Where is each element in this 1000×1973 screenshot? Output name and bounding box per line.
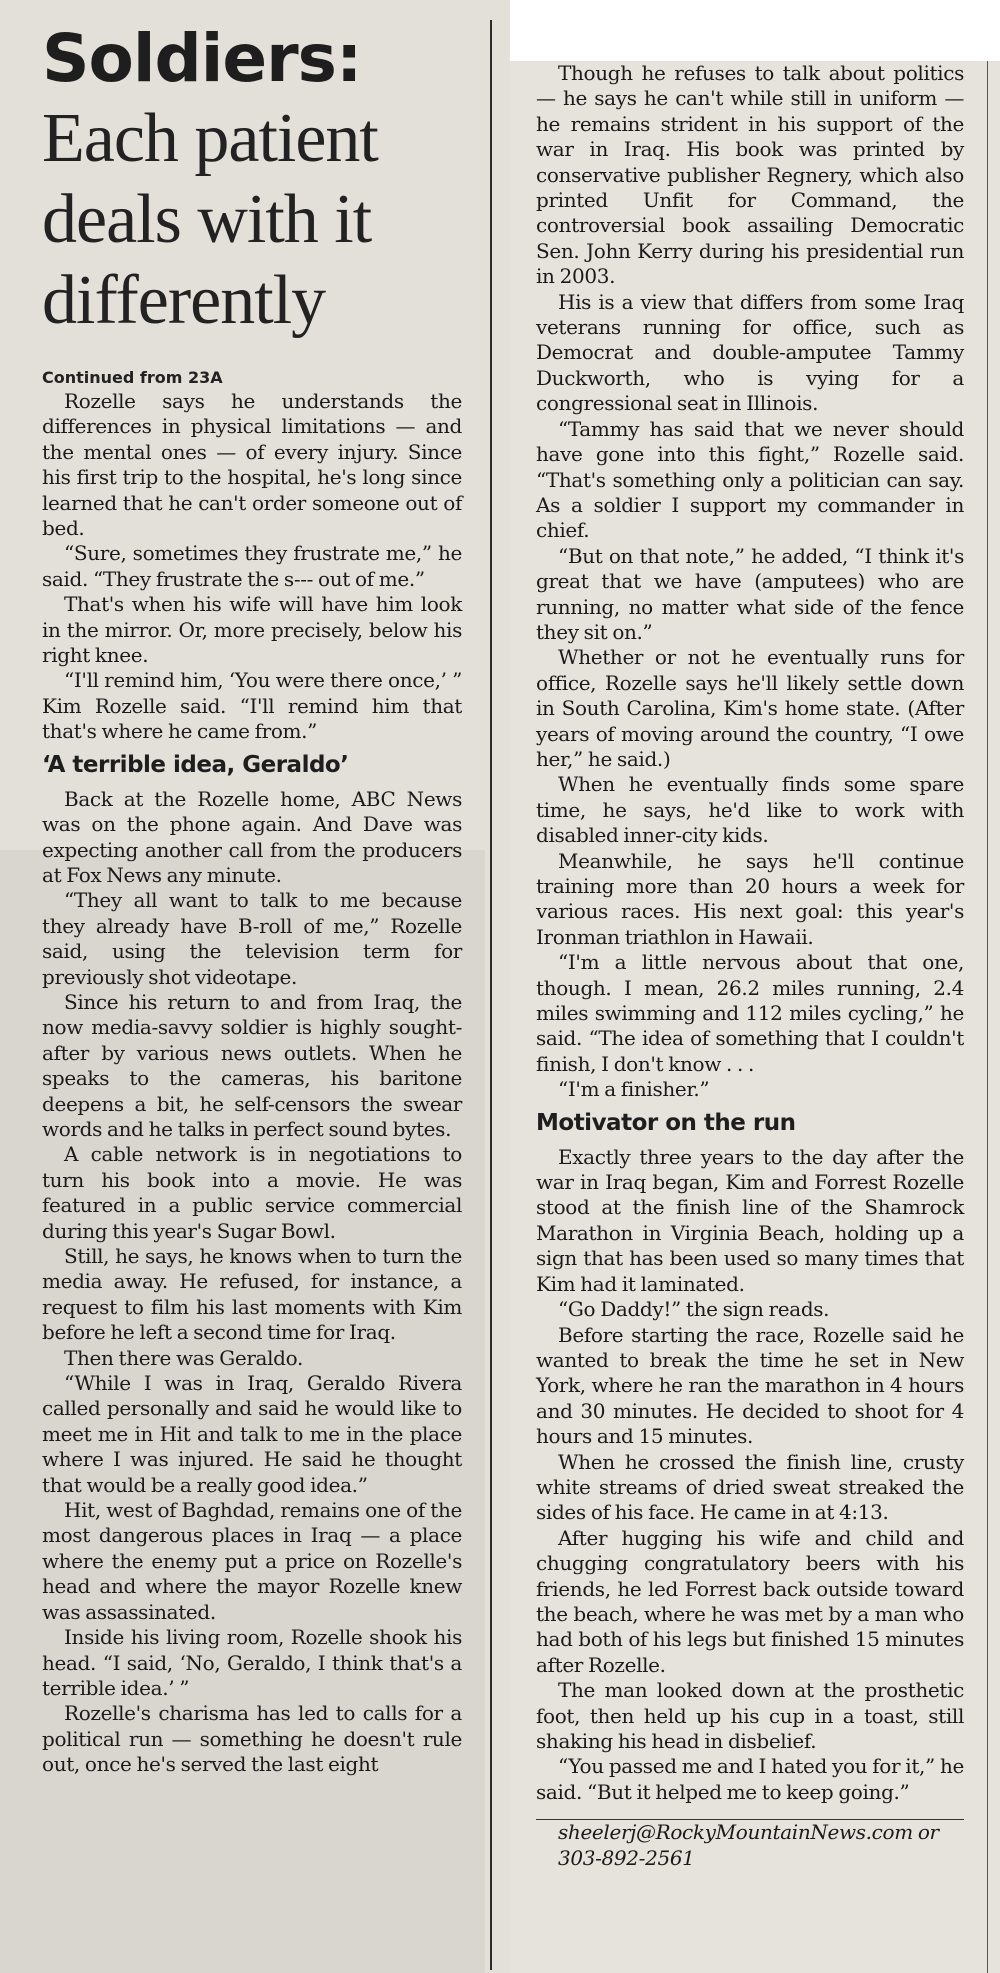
paragraph: “I'll remind him, ‘You were there once,’ ” Kim Rozelle said. “I'll remind him that that's where he came from.” [42,668,462,744]
headline: Each patient deals with it differently [42,100,378,339]
paragraph: His is a view that differs from some Iraq veterans running for office, such as Democrat and double-amputee Tammy Duckworth, who is vying for a congressional seat in Illinois. [536,289,964,416]
paragraph: “I'm a finisher.” [558,1077,710,1102]
paragraph: “You passed me and I hated you for it,” he said. “But it helped me to keep going.” [536,1754,964,1804]
paragraph: Whether or not he eventually runs for office, Rozelle says he'll likely settle down in South Carolina, Kim's home state. (After years of moving around the country, “I owe her,” he said.) [536,645,964,771]
author-phone: 303-892-2561 [558,1845,695,1870]
left-column [42,20,462,1778]
paragraph: Then there was Geraldo. [64,1345,303,1370]
paragraph: When he crossed the finish line, crusty white streams of dried sweat streaked the sides of his face. He came in at 4:13. [536,1449,964,1525]
paragraph: “Go Daddy!” the sign reads. [558,1297,830,1322]
paragraph: Rozelle says he understands the differences in physical limitations — and the mental ones — of every injury. Since his first trip to the hospital, he's long since learned that he can't order someone out of bed. [42,389,462,541]
paragraph: Inside his living room, Rozelle shook his head. “I said, ‘No, Geraldo, I think that's a terrible idea.’ ” [42,1625,462,1700]
paragraph: Still, he says, he knows when to turn the media away. He refused, for instance, a request to film his last moments with Kim before he left a second time for Iraq. [42,1244,462,1345]
paragraph: “Sure, sometimes they frustrate me,” he said. “They frustrate the s--- out of me.” [42,541,462,591]
paragraph: “I'm a little nervous about that one, though. I mean, 26.2 miles running, 2.4 miles swimming and 112 miles cycling,” he said. “The idea of something that I couldn't finish, I don't know . . . [536,950,964,1076]
paragraph: “They all want to talk to me because they already have B-roll of me,” Rozelle said, using the television term for previously shot videotape. [42,888,462,989]
paragraph: “But on that note,” he added, “I think it's great that we have (amputees) who are running, no matter what side of the fence they sit on.” [536,543,964,644]
paragraph: Though he refuses to talk about politics — he says he can't while still in uniform — he remains strident in his support of the war in Iraq. His book was printed by conservative publisher Regnery, which also printed Unfit for Command, the controversial book assailing Democratic Sen. John Kerry during his presidential run in 2003. [536,61,964,289]
right-column [536,61,964,1871]
paragraph: Before starting the race, Rozelle said he wanted to break the time he set in New York, where he ran the marathon in 4 hours and 30 minutes. He decided to shoot for 4 hours and 15 minutes. [536,1322,964,1449]
paragraph: Back at the Rozelle home, ABC News was on the phone again. And Dave was expecting another call from the producers at Fox News any minute. [42,786,462,887]
subhead-terrible-idea: ‘A terrible idea, Geraldo’ [42,751,349,778]
paragraph: When he eventually finds some spare time, he says, he'd like to work with disabled inner-city kids. [536,772,964,848]
paragraph: Hit, west of Baghdad, remains one of the most dangerous places in Iraq — a place where the enemy put a price on Rozelle's head and where the mayor Rozelle knew was assassinated. [42,1498,462,1624]
paragraph: A cable network is in negotiations to turn his book into a movie. He was featured in a public service commercial during this year's Sugar Bowl. [42,1142,462,1243]
paragraph: After hugging his wife and child and chugging congratulatory beers with his friends, he led Forrest back outside toward the beach, where he was met by a man who had both of his legs but finished 15 minutes after Rozelle. [536,1525,964,1677]
paragraph: The man looked down at the prosthetic foot, then held up his cup in a toast, still shaking his head in disbelief. [536,1678,964,1753]
paragraph: “Tammy has said that we never should have gone into this fight,” Rozelle said. “That's something only a politician can say. As a soldier I support my commander in chief. [536,416,964,543]
continued-line: Continued from 23A [42,368,223,387]
paragraph: Exactly three years to the day after the war in Iraq began, Kim and Forrest Rozelle stood at the finish line of the Shamrock Marathon in Virginia Beach, holding up a sign that has been used so many times that Kim had it laminated. [536,1144,964,1296]
paragraph: “While I was in Iraq, Geraldo Rivera called personally and said he would like to meet me in Hit and talk to me in the place where I was injured. He said he thought that would be a really good idea.” [42,1371,462,1497]
subhead-motivator: Motivator on the run [536,1109,796,1136]
paragraph: Since his return to and from Iraq, the now media-savvy soldier is highly sought- after by various news outlets. When he speaks to the cameras, his baritone deepens a bit, he self-censors the swear words and he talks in perfect sound bytes. [42,989,462,1141]
author-email: sheelerj@RockyMountainNews.com or [558,1820,939,1845]
paragraph: That's when his wife will have him look in the mirror. Or, more precisely, below his right knee. [42,592,462,668]
paragraph: Rozelle's charisma has led to calls for a political run — something he doesn't rule out, once he's served the last eight [42,1701,462,1777]
kicker: Soldiers: [42,20,362,97]
column-rule [490,20,492,1970]
edge-rule [987,61,988,1973]
paragraph: Meanwhile, he says he'll continue training more than 20 hours a week for various races. His next goal: this year's Ironman triathlon in Hawaii. [536,848,964,949]
